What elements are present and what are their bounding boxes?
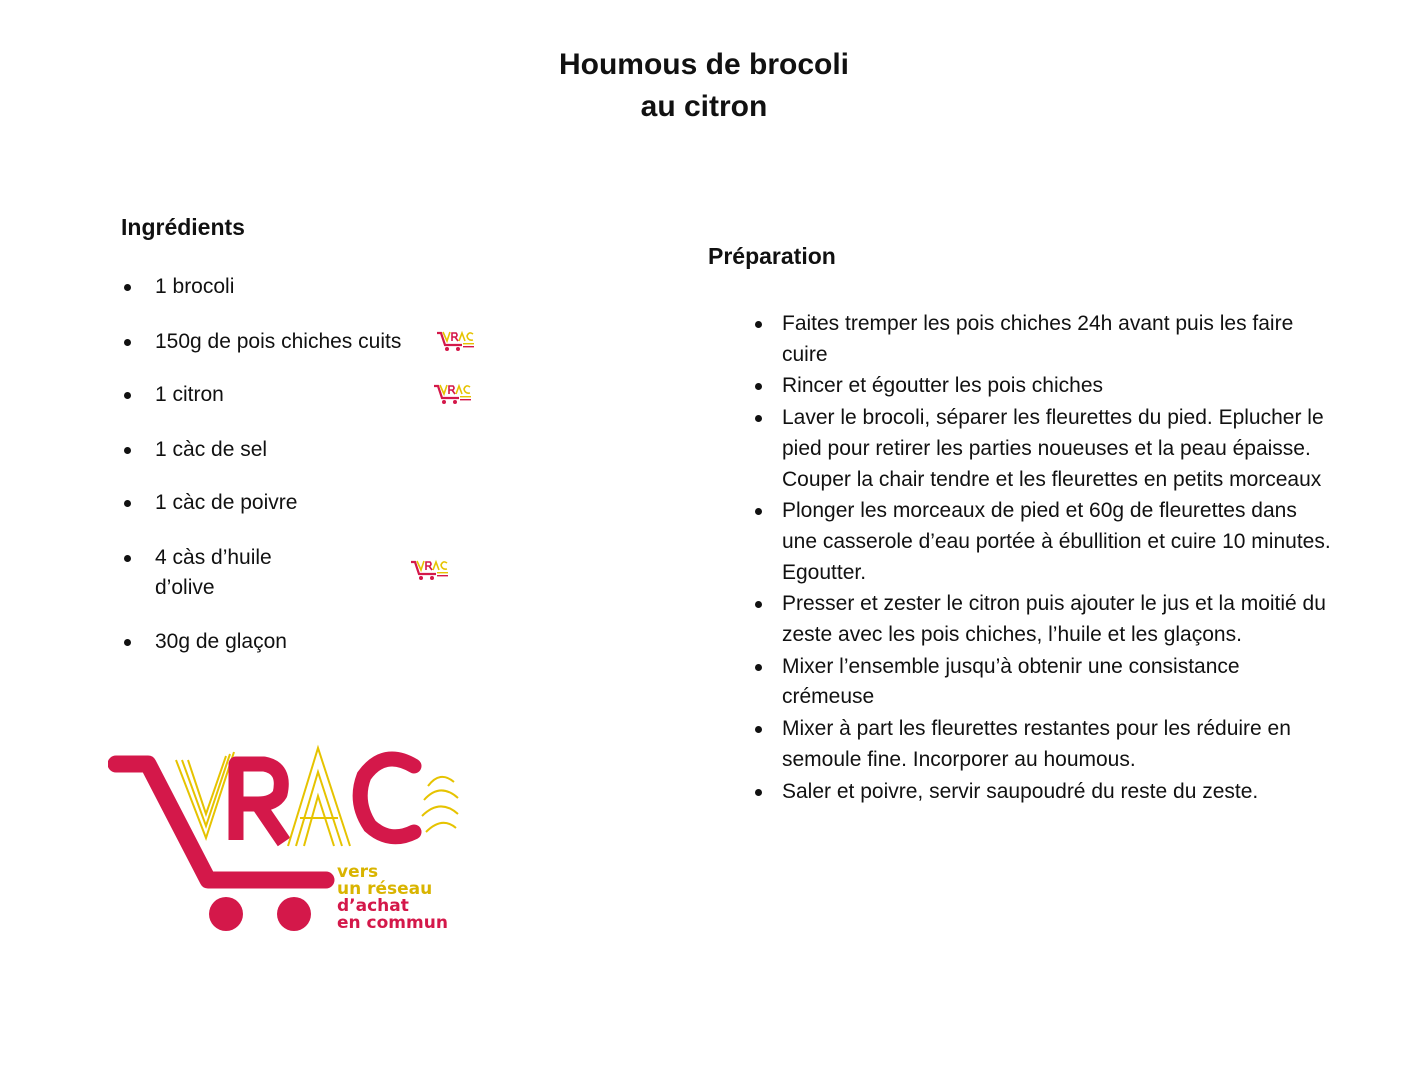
vrac-logo-icon: [433, 383, 473, 405]
preparation-list: [782, 309, 1332, 808]
preparation-step: Plonger les morceaux de pied et 60g de fleurettes dans une casserole d’eau portée à ébullition et cuire 10 minutes. Egoutter.: [782, 496, 1332, 588]
preparation-step: Saler et poivre, servir saupoudré du reste du zeste.: [782, 777, 1332, 808]
recipe-title-line1: Houmous de brocoli: [558, 48, 849, 81]
ingredient-item: 1 citron: [155, 380, 445, 410]
preparation-heading: Préparation: [708, 243, 836, 269]
ingredient-item: 1 brocoli: [155, 272, 445, 302]
preparation-step: Rincer et égoutter les pois chiches: [782, 371, 1332, 402]
ingredient-item: 1 càc de poivre: [155, 488, 445, 518]
preparation-step: Laver le brocoli, séparer les fleurettes du pied. Eplucher le pied pour retirer les parties noueuses et la peau épaisse. Couper la chair tendre et les fleurettes en petits morceaux: [782, 403, 1332, 495]
tagline-line2: un réseau: [337, 879, 433, 899]
preparation-step: Presser et zester le citron puis ajouter le jus et la moitié du zeste avec les pois chiches, l’huile et les glaçons.: [782, 589, 1332, 650]
ingredient-item: 150g de pois chiches cuits: [155, 327, 445, 357]
recipe-title: [0, 44, 1408, 128]
ingredient-item: 1 càc de sel: [155, 435, 445, 465]
ingredient-item: 30g de glaçon: [155, 627, 445, 657]
tagline-line1: vers: [337, 862, 379, 882]
ingredients-heading: Ingrédients: [121, 214, 245, 240]
vrac-logo-icon: [410, 559, 450, 581]
ingredient-item: 4 càs d’huile d’olive: [155, 543, 315, 603]
preparation-step: Mixer l’ensemble jusqu’à obtenir une consistance crémeuse: [782, 652, 1332, 713]
vrac-logo-icon: [436, 330, 476, 352]
tagline-line3: d’achat: [337, 896, 409, 916]
tagline-line4: en commun: [337, 913, 448, 933]
recipe-title-line2: au citron: [640, 90, 768, 123]
preparation-step: Faites tremper les pois chiches 24h avant puis les faire cuire: [782, 309, 1332, 370]
vrac-tagline: [337, 864, 448, 932]
preparation-step: Mixer à part les fleurettes restantes pour les réduire en semoule fine. Incorporer au houmous.: [782, 714, 1332, 775]
